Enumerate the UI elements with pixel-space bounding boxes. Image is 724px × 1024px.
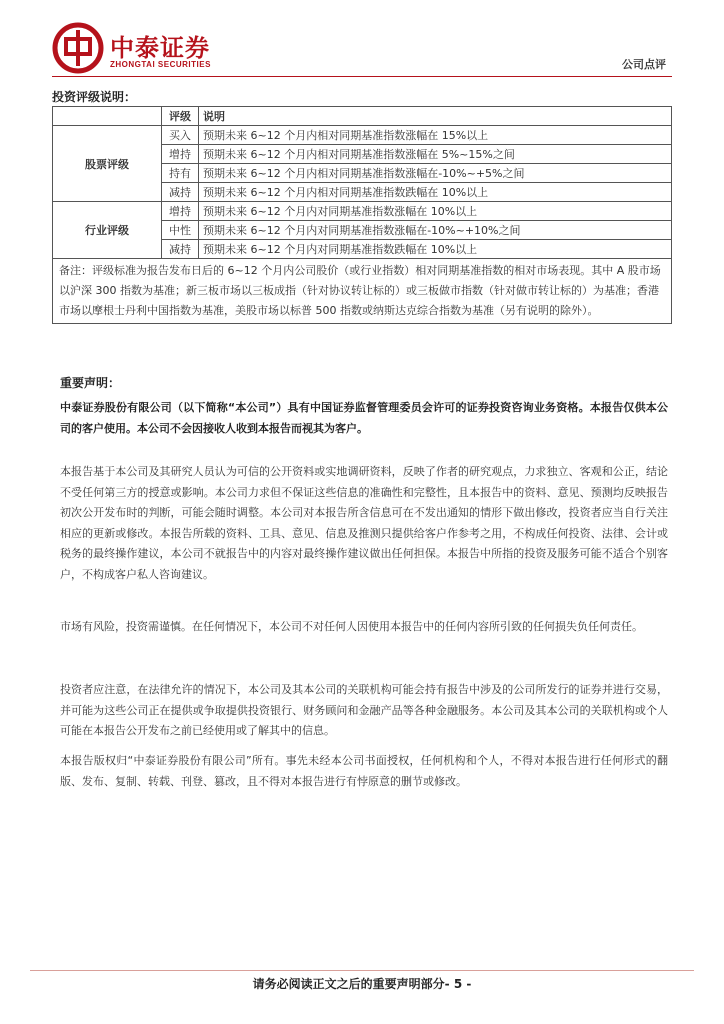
table-header-blank: [53, 107, 162, 126]
rating-level: 增持: [162, 202, 199, 221]
brand-name-en: ZHONGTAI SECURITIES: [110, 60, 211, 69]
declaration-title: 重要声明：: [60, 376, 121, 390]
zhongtai-logo-icon: [52, 22, 104, 74]
header-divider: [52, 76, 672, 77]
brand-name-cn: 中泰证券: [110, 34, 210, 62]
rating-level: 持有: [162, 164, 199, 183]
declaration-paragraph-2: 本报告基于本公司及其研究人员认为可信的公开资料或实地调研资料，反映了作者的研究观点，力求独立、客观和公正，结论不受任何第三方的授意或影响。本公司力求但不保证这些信息的准确性和完整性，且本报告中的资料、意见、预测均反映报告初次公开发布时的判断，可能会随时调整。本公司对本报告所含信息可在不发出通知的情形下做出修改，投资者应当自行关注相应的更新或修改。本报告所载的资料、工具、意见、信息及推测只提供给客户作参考之用，不构成任何投资、法律、会计或税务的最终操作建议，本公司不就报告中的内容对最终操作建议做出任何担保。本报告中所指的投资及服务可能不适合个别客户，不构成客户私人咨询建议。: [60, 465, 668, 581]
rating-description: 预期未来 6~12 个月内对同期基准指数跌幅在 10%以上: [199, 240, 672, 259]
rating-level: 减持: [162, 240, 199, 259]
rating-description: 预期未来 6~12 个月内对同期基准指数涨幅在 10%以上: [199, 202, 672, 221]
report-type-label: 公司点评: [622, 58, 666, 71]
rating-description: 预期未来 6~12 个月内对同期基准指数涨幅在-10%~+10%之间: [199, 221, 672, 240]
declaration-paragraph-3: 市场有风险，投资需谨慎。在任何情况下，本公司不对任何人因使用本报告中的任何内容所引致的任何损失负任何责任。: [60, 620, 643, 633]
rating-note: 备注：评级标准为报告发布日后的 6~12 个月内公司股价（或行业指数）相对同期基准指数的相对市场表现。其中 A 股市场以沪深 300 指数为基准；新三板市场以三板成指（针对协议转让标的）或三板做市指数（针对做市转让标的）为基准；香港市场以摩根士丹利中国指数为基准，美股市场以标普 500 指数或纳斯达克综合指数为基准（另有说明的除外）。: [53, 259, 672, 324]
declaration-paragraph-4: 投资者应注意，在法律允许的情况下，本公司及其本公司的关联机构可能会持有报告中涉及的公司所发行的证券并进行交易，并可能为这些公司正在提供或争取提供投资银行、财务顾问和金融产品等各种金融服务。本公司及其本公司的关联机构或个人可能在本报告公开发布之前已经使用或了解其中的信息。: [60, 683, 668, 737]
rating-description: 预期未来 6~12 个月内相对同期基准指数涨幅在 15%以上: [199, 126, 672, 145]
rating-description: 预期未来 6~12 个月内相对同期基准指数涨幅在-10%~+5%之间: [199, 164, 672, 183]
page-header: [52, 22, 672, 76]
footer-divider: [30, 970, 694, 971]
table-header-row: [53, 107, 672, 126]
stock-rating-label: 股票评级: [53, 126, 162, 202]
rating-level: 增持: [162, 145, 199, 164]
rating-description: 预期未来 6~12 个月内相对同期基准指数涨幅在 5%~15%之间: [199, 145, 672, 164]
header-level: 评级: [162, 107, 199, 126]
rating-level: 买入: [162, 126, 199, 145]
declaration-paragraph-5: 本报告版权归“中泰证券股份有限公司”所有。事先未经本公司书面授权，任何机构和个人，不得对本报告进行任何形式的翻版、发布、复制、转载、刊登、篡改，且不得对本报告进行有悖原意的删节或修改。: [60, 754, 668, 788]
table-row: [53, 126, 672, 145]
page-footer: 请务必阅读正文之后的重要声明部分- 5 -: [252, 977, 472, 991]
header-description: 说明: [199, 107, 672, 126]
rating-description: 预期未来 6~12 个月内相对同期基准指数跌幅在 10%以上: [199, 183, 672, 202]
rating-table: [52, 106, 672, 324]
rating-level: 中性: [162, 221, 199, 240]
declaration-paragraph-1: 中泰证券股份有限公司（以下简称“本公司”）具有中国证券监督管理委员会许可的证券投资咨询业务资格。本报告仅供本公司的客户使用。本公司不会因接收人收到本报告而视其为客户。: [60, 401, 668, 435]
table-row: [53, 202, 672, 221]
industry-rating-label: 行业评级: [53, 202, 162, 259]
rating-section-title: 投资评级说明：: [52, 90, 137, 104]
table-note-row: [53, 259, 672, 324]
rating-level: 减持: [162, 183, 199, 202]
